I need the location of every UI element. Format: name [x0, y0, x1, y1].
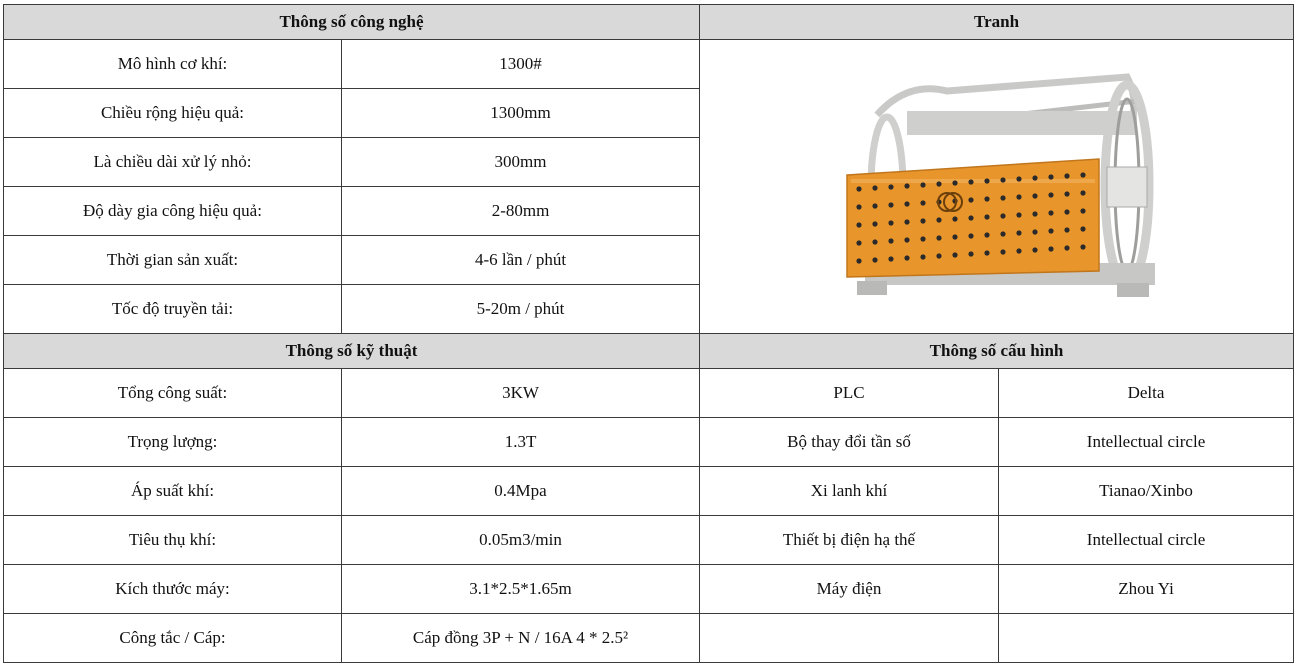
- picture-header: Tranh: [700, 5, 1294, 40]
- machine-photo-icon: [837, 67, 1157, 307]
- tech-param-value: 1300mm: [342, 89, 700, 138]
- spec-param-label: Công tắc / Cáp:: [4, 614, 342, 663]
- config-item-brand: Intellectual circle: [999, 516, 1294, 565]
- tech-param-label: Thời gian sản xuất:: [4, 236, 342, 285]
- tech-params-header: Thông số công nghệ: [4, 5, 700, 40]
- tech-param-label: Tốc độ truyền tải:: [4, 285, 342, 334]
- tech-param-label: Mô hình cơ khí:: [4, 40, 342, 89]
- tech-param-value: 5-20m / phút: [342, 285, 700, 334]
- spec-param-value: 1.3T: [342, 418, 700, 467]
- spec-param-label: Trọng lượng:: [4, 418, 342, 467]
- config-item-name: Bộ thay đổi tần số: [700, 418, 999, 467]
- spec-param-label: Tiêu thụ khí:: [4, 516, 342, 565]
- config-params-header: Thông số cấu hình: [700, 334, 1294, 369]
- tech-param-label: Là chiều dài xử lý nhỏ:: [4, 138, 342, 187]
- config-item-name: PLC: [700, 369, 999, 418]
- tech-param-label: Chiều rộng hiệu quả:: [4, 89, 342, 138]
- config-item-brand: Tianao/Xinbo: [999, 467, 1294, 516]
- spec-param-label: Áp suất khí:: [4, 467, 342, 516]
- tech-param-value: 2-80mm: [342, 187, 700, 236]
- config-item-brand: Delta: [999, 369, 1294, 418]
- config-item-name: Máy điện: [700, 565, 999, 614]
- config-item-brand: Intellectual circle: [999, 418, 1294, 467]
- config-item-brand: Zhou Yi: [999, 565, 1294, 614]
- spec-param-value: 3.1*2.5*1.65m: [342, 565, 700, 614]
- config-item-brand: [999, 614, 1294, 663]
- tech-param-value: 4-6 lần / phút: [342, 236, 700, 285]
- spec-param-label: Kích thước máy:: [4, 565, 342, 614]
- spec-table: [3, 4, 1294, 663]
- tech-param-value: 1300#: [342, 40, 700, 89]
- spec-param-value: Cáp đồng 3P + N / 16A 4 * 2.5²: [342, 614, 700, 663]
- config-item-name: Thiết bị điện hạ thế: [700, 516, 999, 565]
- config-item-name: [700, 614, 999, 663]
- machine-image-cell: [700, 40, 1294, 334]
- tech-param-label: Độ dày gia công hiệu quả:: [4, 187, 342, 236]
- config-item-name: Xi lanh khí: [700, 467, 999, 516]
- tech-param-value: 300mm: [342, 138, 700, 187]
- spec-param-value: 0.05m3/min: [342, 516, 700, 565]
- spec-params-header: Thông số kỹ thuật: [4, 334, 700, 369]
- spec-param-label: Tổng công suất:: [4, 369, 342, 418]
- spec-param-value: 3KW: [342, 369, 700, 418]
- spec-param-value: 0.4Mpa: [342, 467, 700, 516]
